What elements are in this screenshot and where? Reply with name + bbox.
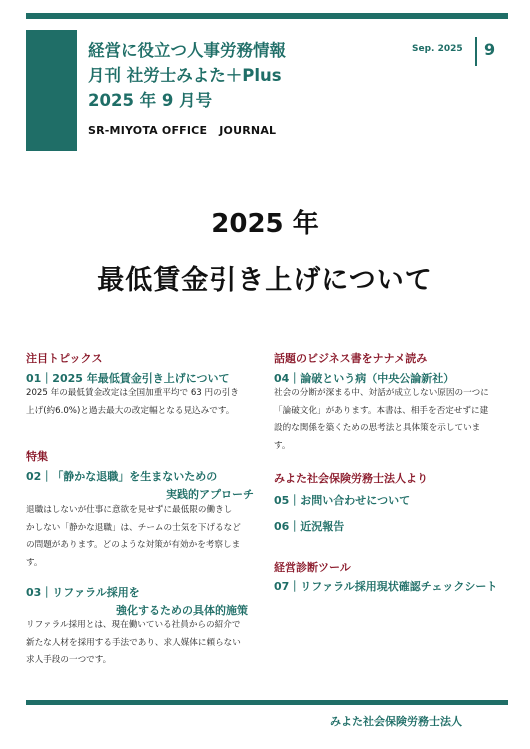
summary-line: す。 <box>274 440 291 451</box>
toc-item-04-summary <box>274 385 489 455</box>
summary-line: 「論破文化」があります。本書は、相手を否定せずに建 <box>274 405 489 416</box>
toc-item-05[interactable]: 05｜お問い合わせについて <box>274 494 411 507</box>
issue-date: Sep. 2025 <box>412 44 463 54</box>
toc-item-01-summary <box>26 385 239 420</box>
top-rule <box>26 13 508 19</box>
toc-item-07[interactable]: 07｜リファラル採用現状確認チェックシート <box>274 580 498 593</box>
summary-line: リファラル採用とは、現在働いている社員からの紹介で <box>26 620 241 630</box>
toc-item-06[interactable]: 06｜近況報告 <box>274 520 345 533</box>
footer-firm-name: みよた社会保険労務士法人 <box>330 715 462 728</box>
newsletter-title-line3: 2025 年 9 月号 <box>88 91 213 110</box>
cover-year: 2025 年 <box>211 209 319 239</box>
summary-line: す。 <box>26 557 43 568</box>
toc-item-04[interactable]: 04｜論破という病（中央公論新社） <box>274 372 455 385</box>
newsletter-title-line2: 月刊 社労士みよた＋Plus <box>88 66 282 85</box>
summary-line: の問題があります。どのような対策が有効かを考察しま <box>26 540 241 550</box>
summary-line: 上げ(約6.0%)と過去最大の改定幅となる見込みです。 <box>26 405 235 416</box>
bottom-rule <box>26 700 508 705</box>
journal-label: SR-MIYOTA OFFICE JOURNAL <box>88 124 277 137</box>
cover-title: 最低賃金引き上げについて <box>97 265 433 296</box>
summary-line: 2025 年の最低賃金改定は全国加重平均で 63 円の引き <box>26 388 239 398</box>
toc-item-01[interactable]: 01｜2025 年最低賃金引き上げについて <box>26 372 230 385</box>
summary-line: 新たな人材を採用する手法であり、求人媒体に頼らない <box>26 637 241 648</box>
section-heading-firm: みよた社会保険労務士法人より <box>274 472 428 485</box>
summary-line: 社会の分断が深まる中、対話が成立しない原因の一つに <box>274 388 489 398</box>
summary-line: かしない「静かな退職」は、チームの士気を下げるなど <box>26 522 241 533</box>
toc-item-02[interactable]: 02｜「静かな退職」を生まないための <box>26 470 218 483</box>
toc-item-03-subtitle[interactable]: 強化するための具体的施策 <box>116 604 248 617</box>
header-color-block <box>26 30 77 151</box>
summary-line: 設的な関係を築くための思考法と具体策を示していま <box>274 423 481 433</box>
toc-item-02-summary <box>26 502 241 572</box>
section-heading-book: 話題のビジネス書をナナメ読み <box>274 352 428 365</box>
section-heading-topics: 注目トピックス <box>26 352 103 365</box>
summary-line: 退職はしないが仕事に意欲を見せずに最低限の働きし <box>26 505 233 515</box>
section-heading-tool: 経営診断ツール <box>274 561 351 574</box>
newsletter-title <box>88 38 286 113</box>
section-heading-feature: 特集 <box>26 450 48 463</box>
issue-number: 9 <box>484 40 496 59</box>
issue-divider <box>475 37 477 66</box>
toc-item-02-subtitle[interactable]: 実践的アプローチ <box>166 488 254 501</box>
toc-item-03-summary <box>26 617 241 670</box>
summary-line: 求人手段の一つです。 <box>26 655 112 665</box>
newsletter-title-line1: 経営に役立つ人事労務情報 <box>88 41 286 60</box>
toc-item-03[interactable]: 03｜リファラル採用を <box>26 586 140 599</box>
